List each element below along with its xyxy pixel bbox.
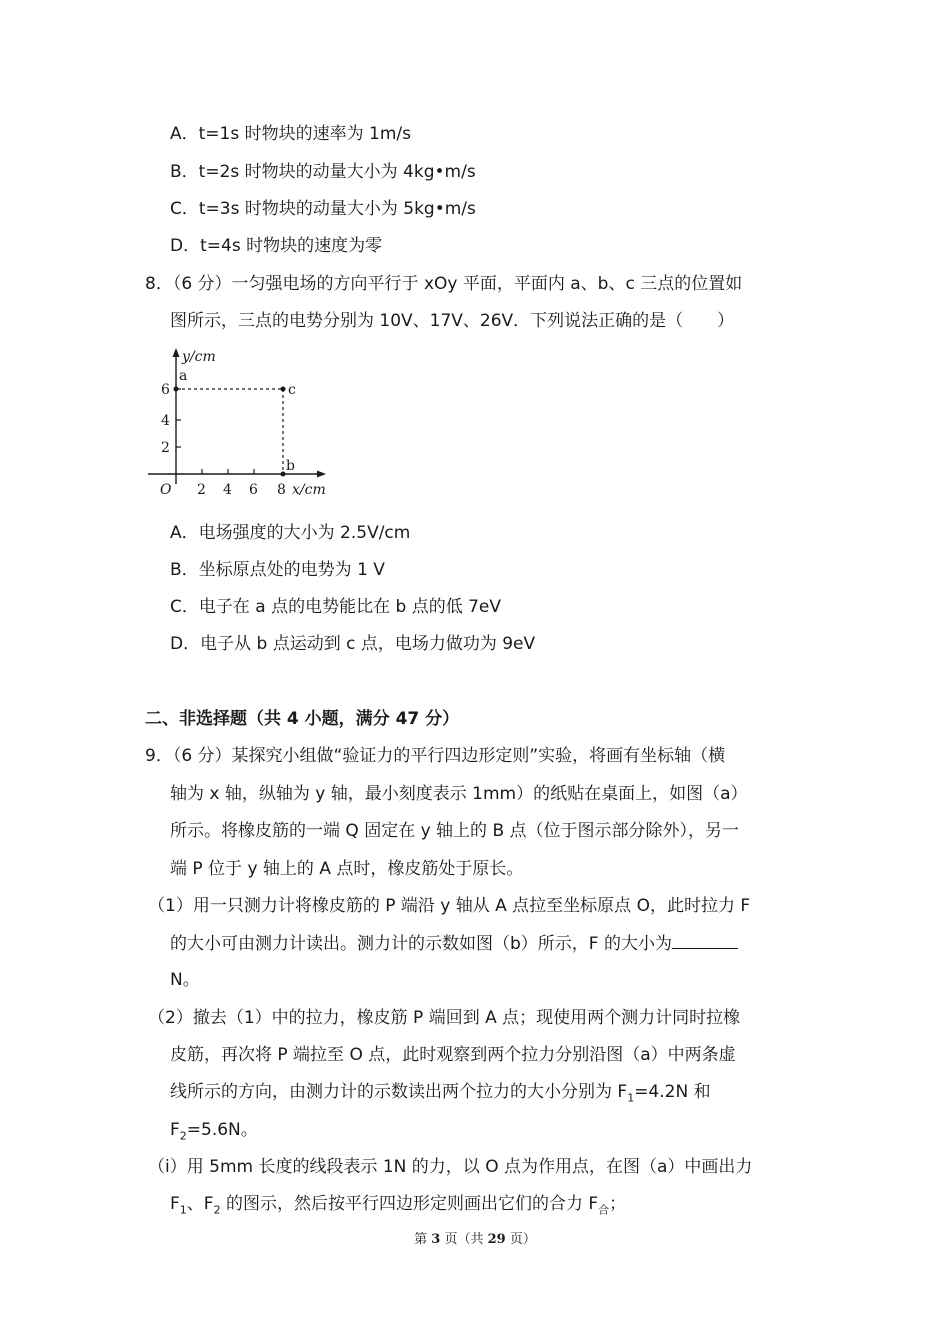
q9-part1-line3: N。 [170,970,200,990]
q9-part2-line3: 线所示的方向，由测力计的示数读出两个拉力的大小分别为 $F_1=4.2N$ 和 [170,1082,711,1105]
q9-stem-line1: 9．（6 分）某探究小组做“验证力的平行四边形定则”实验，将画有坐标轴（横 [145,746,726,766]
q9-stem-line2: 轴为 x 轴，纵轴为 y 轴，最小刻度表示 1mm）的纸贴在桌面上，如图（a） [170,784,748,804]
x-tick-2: 2 [197,482,206,498]
answer-blank[interactable] [672,932,738,949]
q9-stem-line4: 端 P 位于 y 轴上的 A 点时，橡皮筋处于原长。 [170,859,524,879]
q7-option-c: C．t=3s 时物块的动量大小为 5kg•m/s [170,199,476,219]
q9-part-i-line1: （i）用 5mm 长度的线段表示 1N 的力，以 O 点为作用点，在图（a）中画出力 [148,1157,753,1177]
q7-option-d: D．t=4s 时物块的速度为零 [170,236,383,256]
q8-coordinate-figure [140,342,340,507]
y-tick-6: 6 [161,382,170,398]
x-tick-8: 8 [277,482,286,498]
q8-stem-line2: 图所示，三点的电势分别为 10V、17V、26V．下列说法正确的是（ ） [170,311,735,331]
point-a-label: a [179,368,188,384]
section-2-title: 二、非选择题（共 4 小题，满分 47 分） [145,709,460,729]
point-b [281,472,286,477]
point-c-label: c [288,382,296,398]
point-b-label: b [286,458,295,474]
q8-option-a: A．电场强度的大小为 2.5V/cm [170,523,411,543]
y-tick-4: 4 [161,413,170,429]
y-tick-2: 2 [161,440,170,456]
y-axis-arrow [173,348,180,357]
q7-option-b: B．t=2s 时物块的动量大小为 4kg•m/s [170,162,476,182]
point-a [174,387,179,392]
x-tick-4: 4 [223,482,232,498]
q9-part2-line1: （2）撤去（1）中的拉力，橡皮筋 P 端回到 A 点；现使用两个测力计同时拉橡 [148,1008,741,1028]
q8-option-b: B．坐标原点处的电势为 1 V [170,560,385,580]
q9-part2-line4: $F_2=5.6N$。 [170,1120,258,1143]
y-axis-label: y/cm [182,349,216,365]
q9-part1-line2: 的大小可由测力计读出。测力计的示数如图（b）所示，F 的大小为 [170,932,738,955]
q9-part2-line2: 皮筋，再次将 P 端拉至 O 点，此时观察到两个拉力分别沿图（a）中两条虚 [170,1045,736,1065]
q8-stem-line1: 8．（6 分）一匀强电场的方向平行于 xOy 平面，平面内 a、b、c 三点的位置如 [145,274,743,294]
q9-stem-line3: 所示。将橡皮筋的一端 Q 固定在 y 轴上的 B 点（位于图示部分除外），另一 [170,821,740,841]
q9-part1-line1: （1）用一只测力计将橡皮筋的 P 端沿 y 轴从 A 点拉至坐标原点 O，此时拉力 F [148,896,751,916]
x-axis-label: x/cm [292,482,326,498]
origin-label: O [160,482,172,498]
q8-option-d: D．电子从 b 点运动到 c 点，电场力做功为 9eV [170,634,536,654]
page-footer: 第 3 页（共 29 页） [414,1232,536,1247]
q7-option-a: A．t=1s 时物块的速率为 1m/s [170,124,411,144]
x-axis-arrow [317,471,326,478]
q8-option-c: C．电子在 a 点的电势能比在 b 点的低 7eV [170,597,502,617]
q9-part-i-line2: $F_1$、$F_2$ 的图示，然后按平行四边形定则画出它们的合力 $F_合$； [170,1194,627,1217]
point-c [281,387,286,392]
x-tick-6: 6 [249,482,258,498]
